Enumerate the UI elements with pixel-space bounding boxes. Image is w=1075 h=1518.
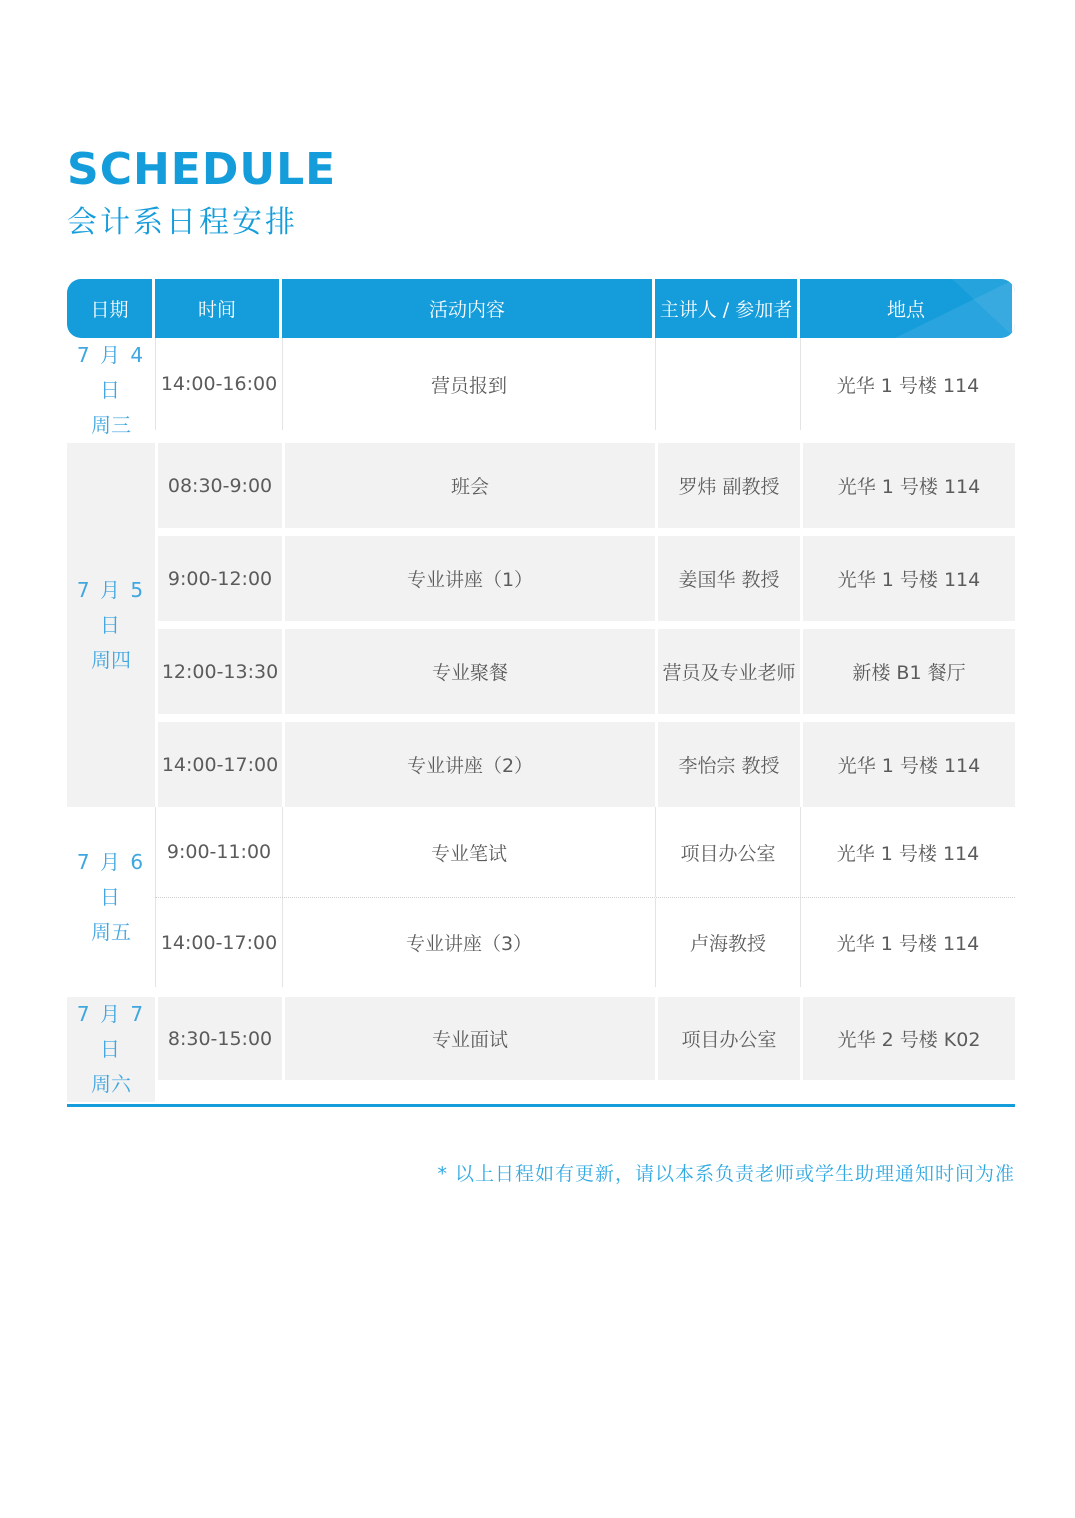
speaker-cell: 李怡宗 教授	[655, 722, 800, 807]
weekday-label: 周六	[91, 1072, 131, 1096]
date-cell	[67, 443, 155, 807]
table-header-row	[67, 279, 1015, 338]
date-cell	[67, 807, 155, 987]
speaker-cell: 卢海教授	[655, 898, 800, 987]
page-subtitle: 会计系日程安排	[67, 205, 298, 240]
day-group-jul7	[67, 997, 1015, 1102]
date-label: 7 月 6 日	[76, 849, 146, 909]
page-title: SCHEDULE	[67, 144, 337, 195]
location-cell: 光华 1 号楼 114	[800, 722, 1015, 807]
day-group-jul5	[67, 443, 1015, 807]
day-group-jul6	[67, 807, 1015, 987]
time-cell: 8:30-15:00	[155, 997, 282, 1080]
location-cell: 光华 1 号楼 114	[800, 536, 1015, 621]
table-row	[155, 897, 1015, 987]
weekday-label: 周四	[91, 647, 131, 672]
activity-cell: 营员报到	[282, 338, 655, 430]
activity-cell: 专业讲座（3）	[282, 898, 655, 987]
activity-cell: 专业讲座（2）	[282, 722, 655, 807]
day-group-jul4	[67, 338, 1015, 443]
speaker-cell: 项目办公室	[655, 807, 800, 897]
header-activity: 活动内容	[282, 279, 655, 338]
header-time: 时间	[155, 279, 282, 338]
weekday-label: 周三	[91, 413, 131, 437]
table-row	[155, 722, 1015, 807]
activity-cell: 专业笔试	[282, 807, 655, 897]
location-cell: 光华 1 号楼 114	[800, 338, 1015, 430]
activity-cell: 专业面试	[282, 997, 655, 1080]
time-cell: 9:00-11:00	[155, 807, 282, 897]
table-row	[155, 807, 1015, 897]
location-cell: 光华 1 号楼 114	[800, 807, 1015, 897]
table-row	[155, 443, 1015, 528]
time-cell: 14:00-17:00	[155, 898, 282, 987]
schedule-table	[67, 279, 1015, 1107]
time-cell: 14:00-16:00	[155, 338, 282, 430]
location-cell: 光华 1 号楼 114	[800, 898, 1015, 987]
schedule-footnote: * 以上日程如有更新，请以本系负责老师或学生助理通知时间为准	[437, 1163, 1015, 1185]
activity-cell: 专业聚餐	[282, 629, 655, 714]
header-date: 日期	[67, 279, 155, 338]
speaker-cell: 姜国华 教授	[655, 536, 800, 621]
location-cell: 光华 1 号楼 114	[800, 443, 1015, 528]
activity-cell: 班会	[282, 443, 655, 528]
time-cell: 08:30-9:00	[155, 443, 282, 528]
table-row	[155, 629, 1015, 714]
time-cell: 9:00-12:00	[155, 536, 282, 621]
date-label: 7 月 7 日	[76, 1002, 146, 1061]
speaker-cell	[655, 338, 800, 430]
table-row	[155, 536, 1015, 621]
location-cell: 光华 2 号楼 K02	[800, 997, 1015, 1080]
location-cell: 新楼 B1 餐厅	[800, 629, 1015, 714]
table-row	[155, 997, 1015, 1080]
table-row	[155, 338, 1015, 430]
speaker-cell: 罗炜 副教授	[655, 443, 800, 528]
time-cell: 14:00-17:00	[155, 722, 282, 807]
speaker-cell: 项目办公室	[655, 997, 800, 1080]
table-bottom-rule	[67, 1104, 1015, 1107]
date-cell	[67, 338, 155, 443]
speaker-cell: 营员及专业老师	[655, 629, 800, 714]
weekday-label: 周五	[91, 919, 131, 944]
header-speaker: 主讲人 / 参加者	[655, 279, 800, 338]
date-cell	[67, 997, 155, 1102]
schedule-content	[67, 144, 1015, 1186]
header-location: 地点	[800, 279, 1015, 338]
activity-cell: 专业讲座（1）	[282, 536, 655, 621]
time-cell: 12:00-13:30	[155, 629, 282, 714]
date-label: 7 月 5 日	[76, 577, 146, 637]
date-label: 7 月 4 日	[76, 343, 146, 402]
